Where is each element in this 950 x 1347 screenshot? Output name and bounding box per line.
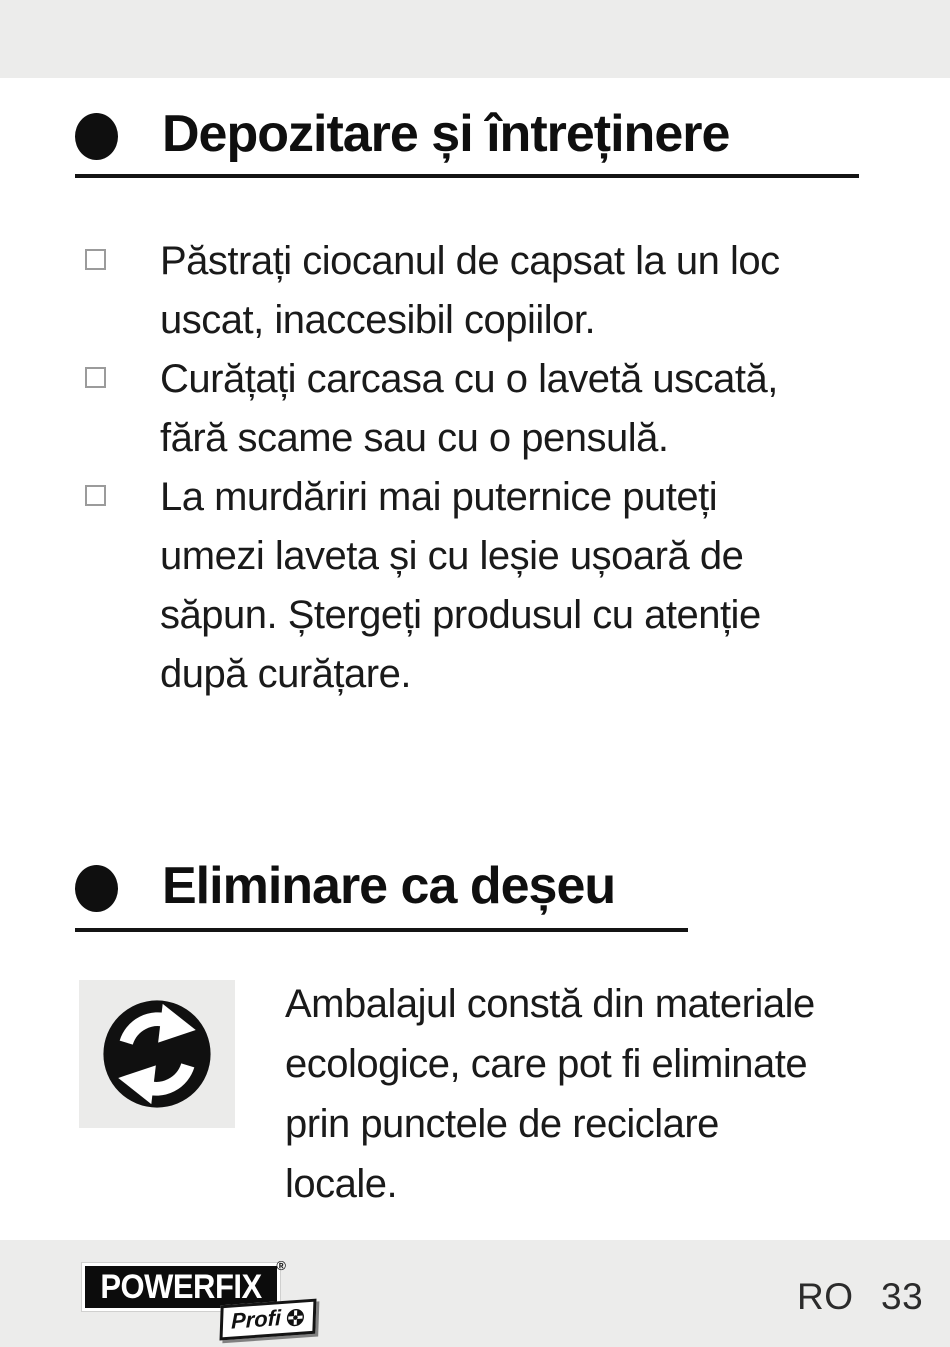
phillips-screw-icon	[286, 1307, 306, 1327]
section-heading-disposal	[75, 858, 688, 932]
list-item	[85, 232, 885, 350]
profi-badge	[220, 1299, 317, 1341]
language-code: RO	[797, 1276, 854, 1317]
list-item	[85, 350, 885, 468]
section-bullet-icon	[75, 113, 118, 160]
paragraph-line: locale.	[285, 1162, 398, 1206]
list-line: umezi laveta și cu leșie ușoară de	[160, 534, 744, 578]
packaging-disposal-block	[79, 980, 815, 1214]
list-item	[85, 468, 885, 704]
section-bullet-icon	[75, 865, 118, 912]
paragraph-line: prin punctele de reciclare	[285, 1102, 719, 1146]
powerfix-wordmark: POWERFIX	[100, 1266, 262, 1307]
square-bullet-icon	[85, 249, 106, 270]
paragraph-line: ecologice, care pot fi eliminate	[285, 1042, 808, 1086]
icon-background-box	[79, 980, 235, 1128]
powerfix-logo	[82, 1258, 322, 1337]
list-line: fără scame sau cu o pensulă.	[160, 416, 669, 460]
section-heading-storage	[75, 106, 859, 178]
profi-label: Profi	[231, 1305, 282, 1334]
storage-instruction-list	[85, 232, 885, 704]
section-title: Depozitare și întreținere	[162, 105, 730, 163]
list-line: uscat, inaccesibil copiilor.	[160, 298, 596, 342]
green-dot-recycling-icon	[100, 997, 214, 1111]
square-bullet-icon	[85, 367, 106, 388]
list-line: Curățați carcasa cu o lavetă uscată,	[160, 357, 778, 401]
top-gray-band	[0, 0, 950, 78]
paragraph-line: Ambalajul constă din materiale	[285, 982, 815, 1026]
list-line: după curățare.	[160, 652, 411, 696]
section-title: Eliminare ca deșeu	[162, 857, 616, 915]
registered-trademark-icon: ®	[276, 1258, 286, 1273]
list-line: săpun. Ștergeți produsul cu atenție	[160, 593, 761, 637]
disposal-paragraph	[285, 974, 815, 1214]
square-bullet-icon	[85, 485, 106, 506]
list-line: Păstrați ciocanul de capsat la un loc	[160, 239, 780, 283]
list-line: La murdăriri mai puternice puteți	[160, 475, 718, 519]
page-number: 33	[881, 1276, 924, 1317]
